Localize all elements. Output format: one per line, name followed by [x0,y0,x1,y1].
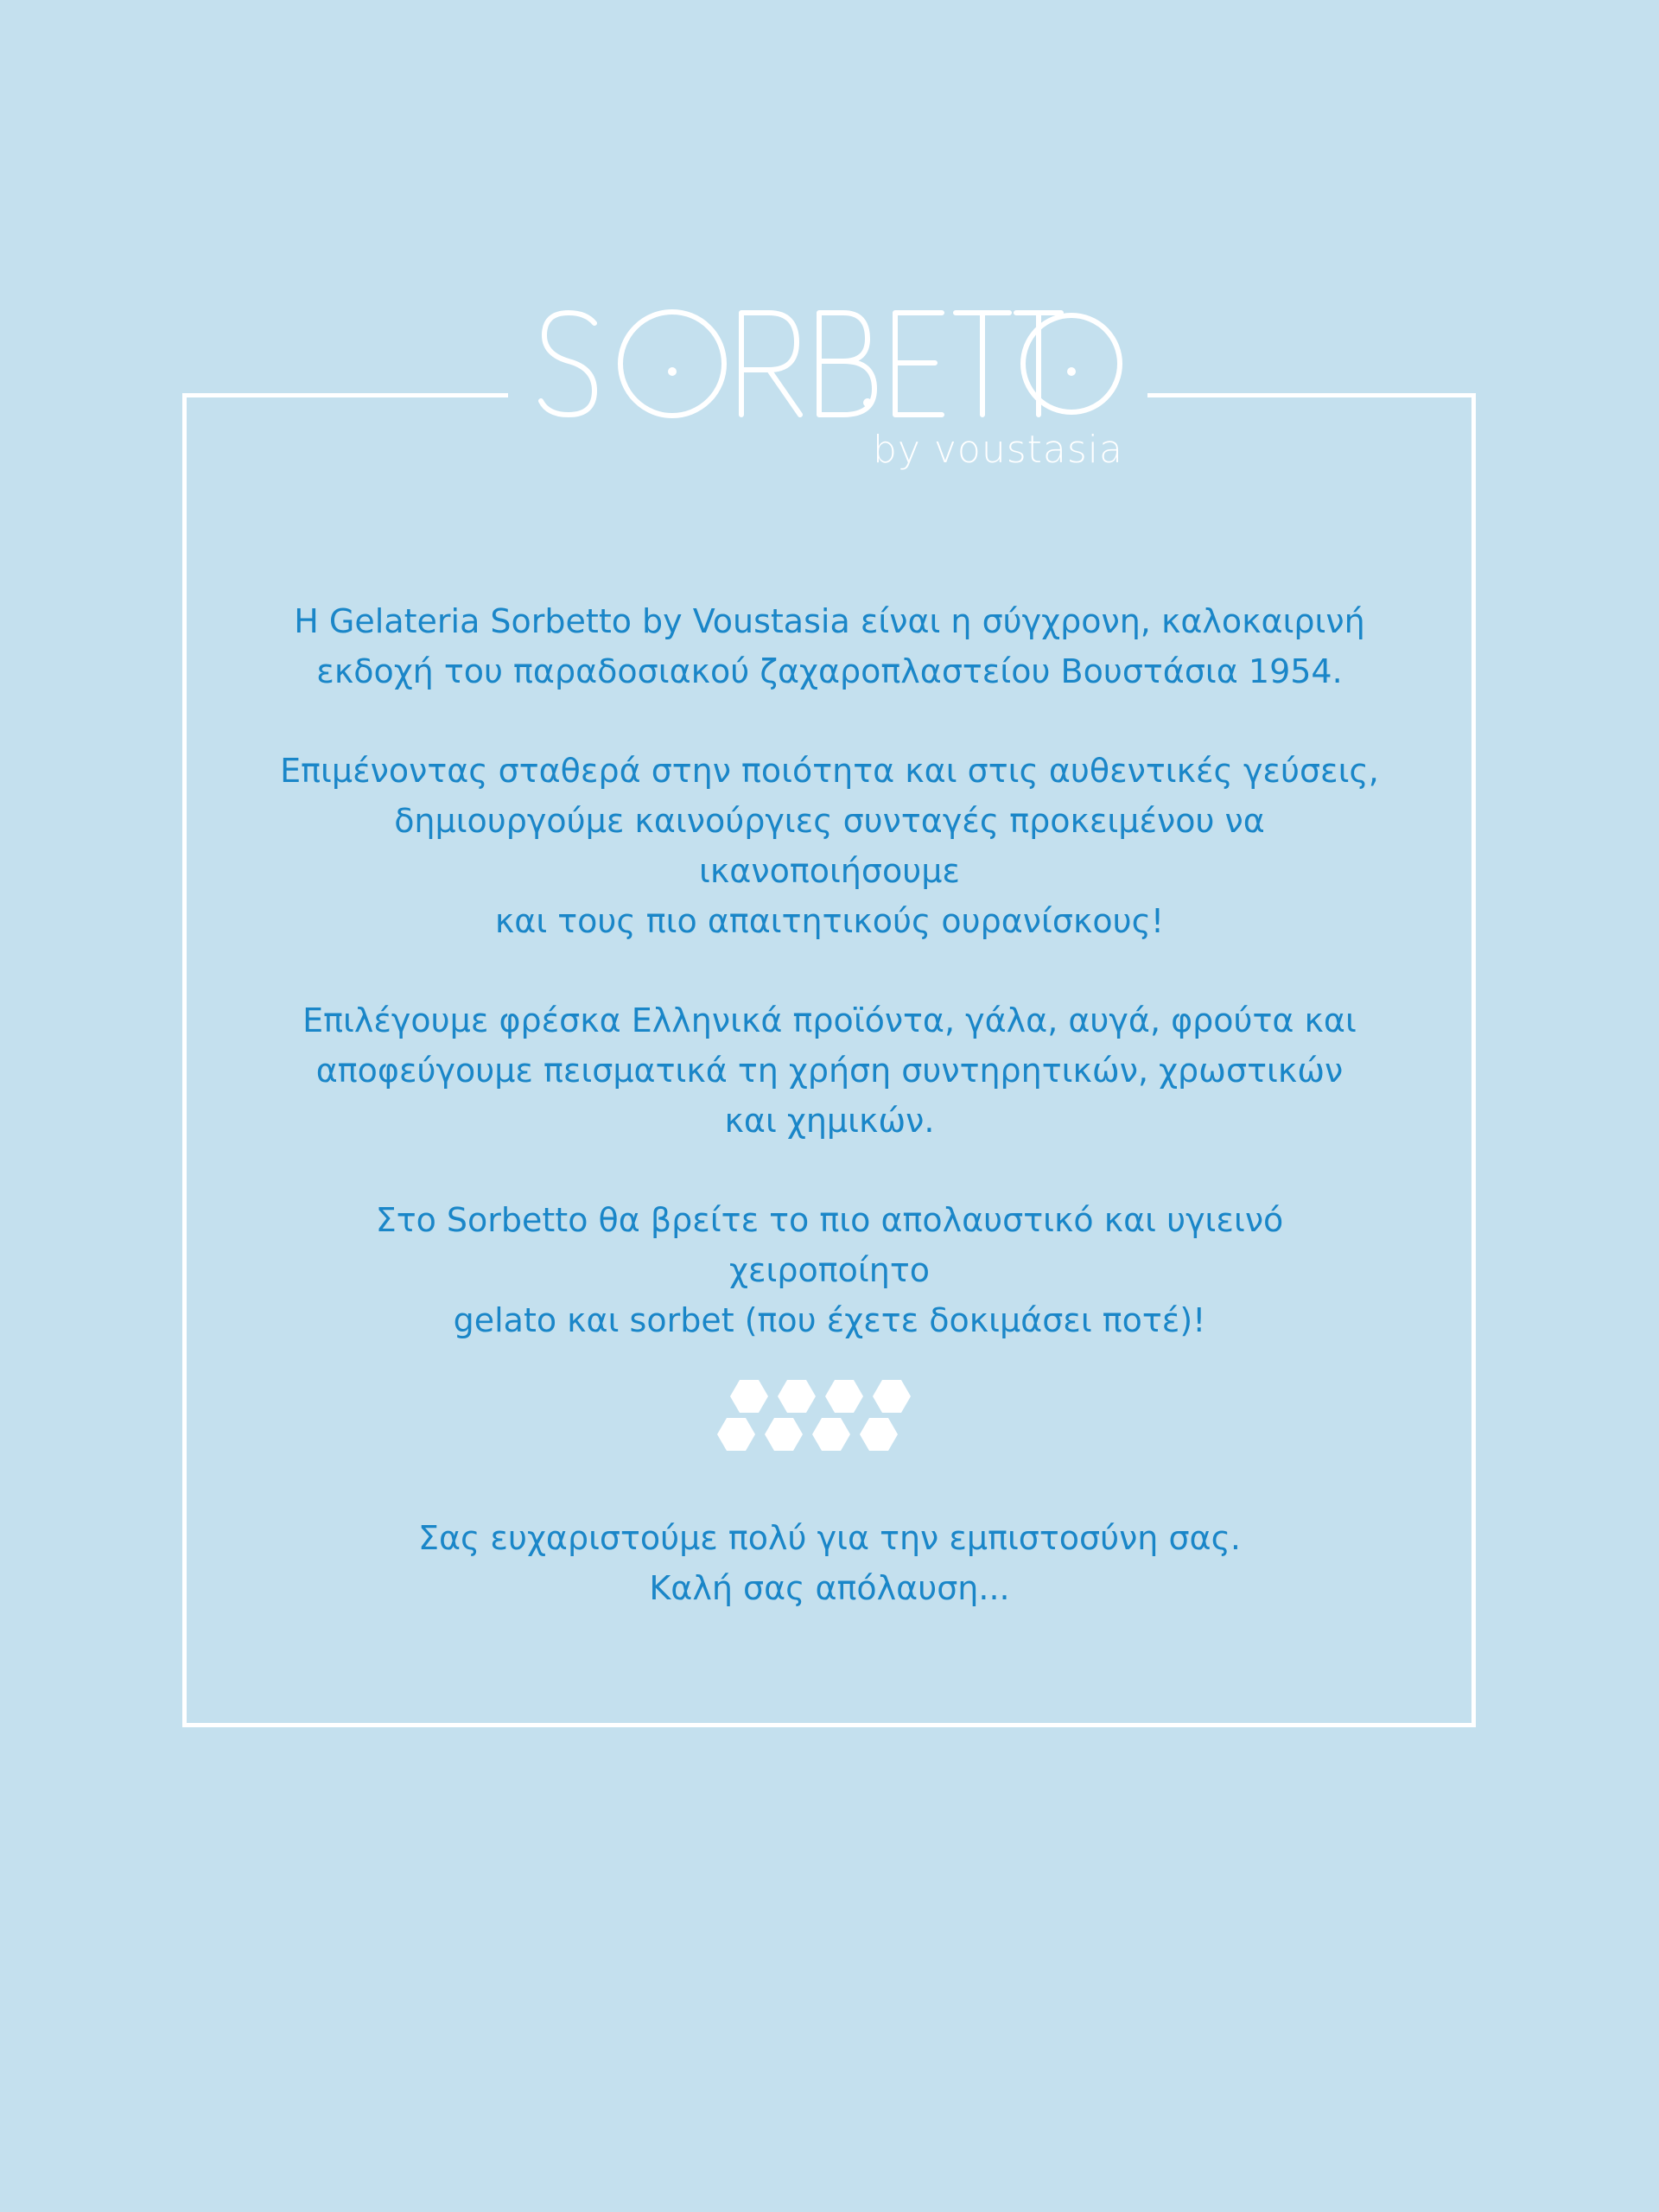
sorbetto-wordmark [536,294,1123,432]
text-line: Επιλέγουμε φρέσκα Ελληνικά προϊόντα, γάλα, αυγά, φρούτα και [302,1001,1357,1039]
text-line: Επιμένοντας σταθερά στην ποιότητα και στις αυθεντικές γεύσεις, [280,752,1379,790]
text-line: Σας ευχαριστούμε πολύ για την εμπιστοσύνη σας. [417,1519,1241,1557]
paragraph-intro [251,596,1408,696]
paragraph-ingredients [251,995,1408,1146]
text-line: αποφεύγουμε πεισματικά τη χρήση συντηρητικών, χρωστικών [315,1052,1344,1090]
text-line: και χημικών. [724,1102,935,1140]
sorbetto-logo [536,294,1123,493]
paragraph-quality [251,746,1408,946]
closing-message [251,1513,1408,1613]
text-line: δημιουργούμε καινούργιες συνταγές προκειμένου να [394,802,1265,840]
text-line: εκδοχή του παραδοσιακού ζαχαροπλαστείου Βουστάσια 1954. [316,652,1343,690]
text-line: χειροποίητο [729,1251,930,1289]
paragraph-gelato [251,1195,1408,1345]
text-line: Στο Sorbetto θα βρείτε το πιο απολαυστικό και υγιεινό [375,1201,1284,1239]
text-line: και τους πιο απαιτητικούς ουρανίσκους! [494,902,1165,940]
text-line: Καλή σας απόλαυση... [649,1569,1010,1607]
text-line: gelato και sorbet (που έχετε δοκιμάσει ποτέ)! [453,1301,1206,1339]
text-line: Η Gelateria Sorbetto by Voustasia είναι η σύγχρονη, καλοκαιρινή [294,602,1365,640]
logo-subtitle: by voustasia [872,428,1123,472]
main-content [251,596,1408,1613]
text-line: ικανοποιήσουμε [699,852,960,890]
hexagon-pattern-icon [717,1375,942,1461]
